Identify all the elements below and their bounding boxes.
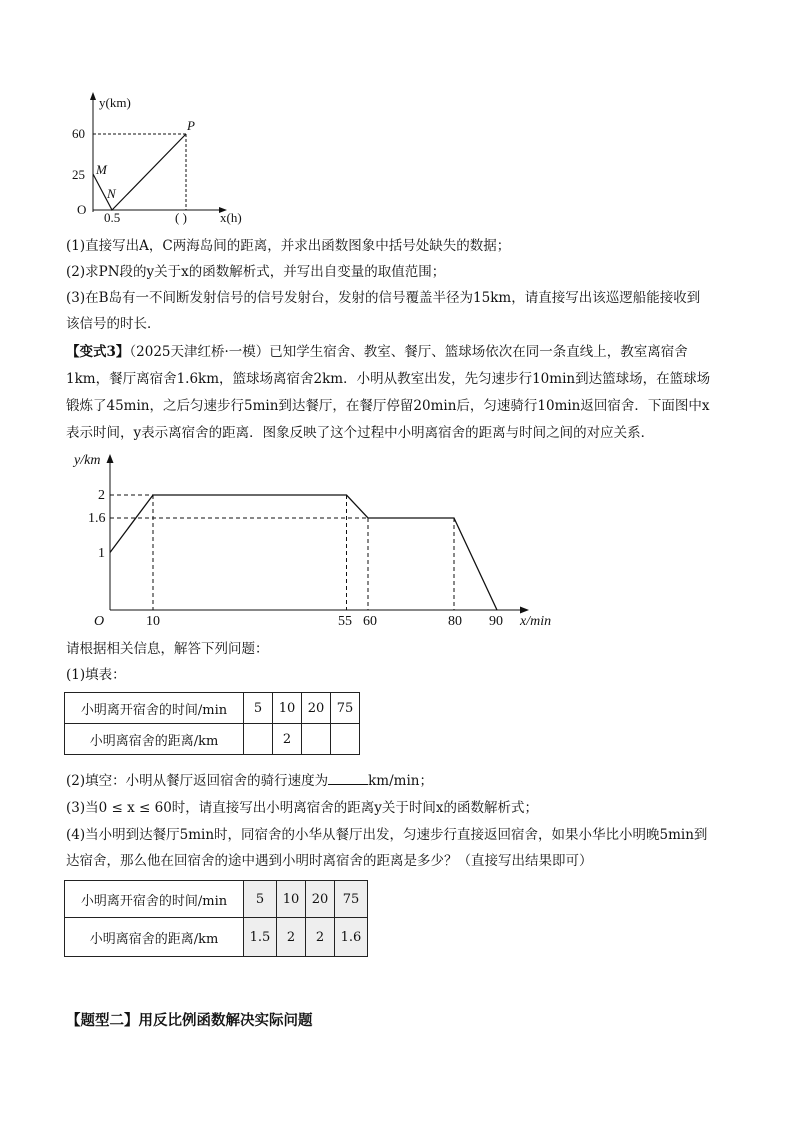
table-cell: 20	[306, 881, 335, 918]
table-cell: 1.5	[244, 918, 277, 957]
table-row	[65, 693, 360, 724]
table-cell: 2	[306, 918, 335, 957]
table-row	[65, 724, 360, 755]
table-cell: 1.6	[335, 918, 368, 957]
table-cell: 5	[244, 693, 273, 724]
graph1-origin: O	[77, 202, 87, 217]
table-cell: 10	[273, 693, 302, 724]
table-cell-input[interactable]	[244, 724, 273, 755]
graph1-point-m: M	[96, 162, 107, 177]
graph2-x-arrow	[520, 607, 529, 614]
graph2-series-line	[110, 495, 497, 610]
graph2-xtick-80: 80	[448, 614, 462, 629]
table-cell: 75	[331, 693, 360, 724]
table-cell: 10	[277, 881, 306, 918]
graph2-ytick-1.6: 1.6	[88, 511, 106, 526]
table-cell: 2	[273, 724, 302, 755]
question-2b-suffix: km/min；	[368, 773, 433, 789]
answer-blank[interactable]	[328, 772, 368, 785]
question-2: (2)求PN段的y关于x的函数解析式，并写出自变量的取值范围；	[66, 264, 446, 280]
graph2-xtick-10: 10	[146, 614, 160, 629]
graph1-x-label: x(h)	[220, 210, 242, 225]
graph-2	[60, 448, 570, 633]
question-2b	[66, 772, 433, 790]
variant-line-4: 表示时间，y表示离宿舍的距离．图象反映了这个过程中小明离宿舍的距离与时间之间的对应关系．	[66, 425, 655, 441]
table-header-distance: 小明离宿舍的距离/km	[65, 918, 244, 957]
table-row	[65, 881, 368, 918]
fill-table-label: (1)填表：	[66, 667, 126, 683]
table-header-distance: 小明离宿舍的距离/km	[65, 724, 244, 755]
graph2-xtick-55: 55	[338, 614, 352, 629]
graph2-origin: O	[94, 614, 105, 629]
answer-table	[64, 880, 368, 957]
graph1-point-p: P	[187, 118, 195, 133]
question-2b-prefix: (2)填空：小明从餐厅返回宿舍的骑行速度为	[66, 773, 329, 789]
table-cell: 20	[302, 693, 331, 724]
graph-1	[60, 88, 260, 228]
graph1-y-arrow	[90, 92, 96, 100]
graph2-x-label: x/min	[520, 614, 552, 629]
variant-tag: 【变式3】	[66, 344, 130, 360]
variant-text-1: （2025天津红桥·一模）已知学生宿舍、教室、餐厅、篮球场依次在同一条直线上，教室离宿舍	[129, 344, 688, 360]
graph2-y-label: y/km	[74, 453, 101, 468]
question-4-line-2: 达宿舍，那么他在回宿舍的途中遇到小明时离宿舍的距离是多少？（直接写出结果即可）	[66, 853, 593, 869]
table-cell-input[interactable]	[331, 724, 360, 755]
graph1-y-label: y(km)	[99, 95, 131, 110]
variant-line-3: 锻炼了45min，之后匀速步行5min到达餐厅，在餐厅停留20min后，匀速骑行10min返回宿舍．下面图中x	[66, 398, 710, 414]
question-3-line-1: (3)在B岛有一不间断发射信号的信号发射台，发射的信号覆盖半径为15km，请直接写出该巡逻船能接收到	[66, 290, 701, 306]
graph1-xtick-blank: ( )	[175, 210, 187, 225]
question-3b: (3)当0 ≤ x ≤ 60时，请直接写出小明离宿舍的距离y关于时间x的函数解析式；	[66, 800, 539, 816]
graph2-xtick-90: 90	[489, 614, 503, 629]
graph2-xtick-60: 60	[363, 614, 377, 629]
table-cell: 2	[277, 918, 306, 957]
graph1-ytick-25: 25	[72, 167, 85, 182]
section-heading: 【题型二】用反比例函数解决实际问题	[66, 1013, 313, 1029]
question-4-line-1: (4)当小明到达餐厅5min时，同宿舍的小华从餐厅出发，匀速步行直接返回宿舍，如果小华比小明晚5min到	[66, 827, 708, 843]
table-cell: 75	[335, 881, 368, 918]
table-row	[65, 918, 368, 957]
fill-table	[64, 692, 360, 755]
graph2-ytick-1: 1	[98, 546, 105, 561]
graph1-ytick-60: 60	[72, 126, 85, 141]
graph1-point-n: N	[107, 186, 116, 201]
question-3-line-2: 该信号的时长．	[66, 316, 161, 332]
table-header-time: 小明离开宿舍的时间/min	[65, 693, 244, 724]
instructions: 请根据相关信息，解答下列问题：	[66, 641, 269, 657]
question-1: (1)直接写出A，C两海岛间的距离，并求出函数图象中括号处缺失的数据；	[66, 238, 511, 254]
table-header-time: 小明离开宿舍的时间/min	[65, 881, 244, 918]
variant-line-1	[66, 343, 688, 361]
graph2-ytick-2: 2	[98, 488, 105, 503]
graph2-y-arrow	[107, 454, 114, 463]
table-cell: 5	[244, 881, 277, 918]
variant-line-2: 1km，餐厅离宿舍1.6km，篮球场离宿舍2km．小明从教室出发，先匀速步行10min到达篮球场，在篮球场	[66, 371, 711, 387]
graph1-xtick-0.5: 0.5	[104, 210, 121, 225]
table-cell-input[interactable]	[302, 724, 331, 755]
